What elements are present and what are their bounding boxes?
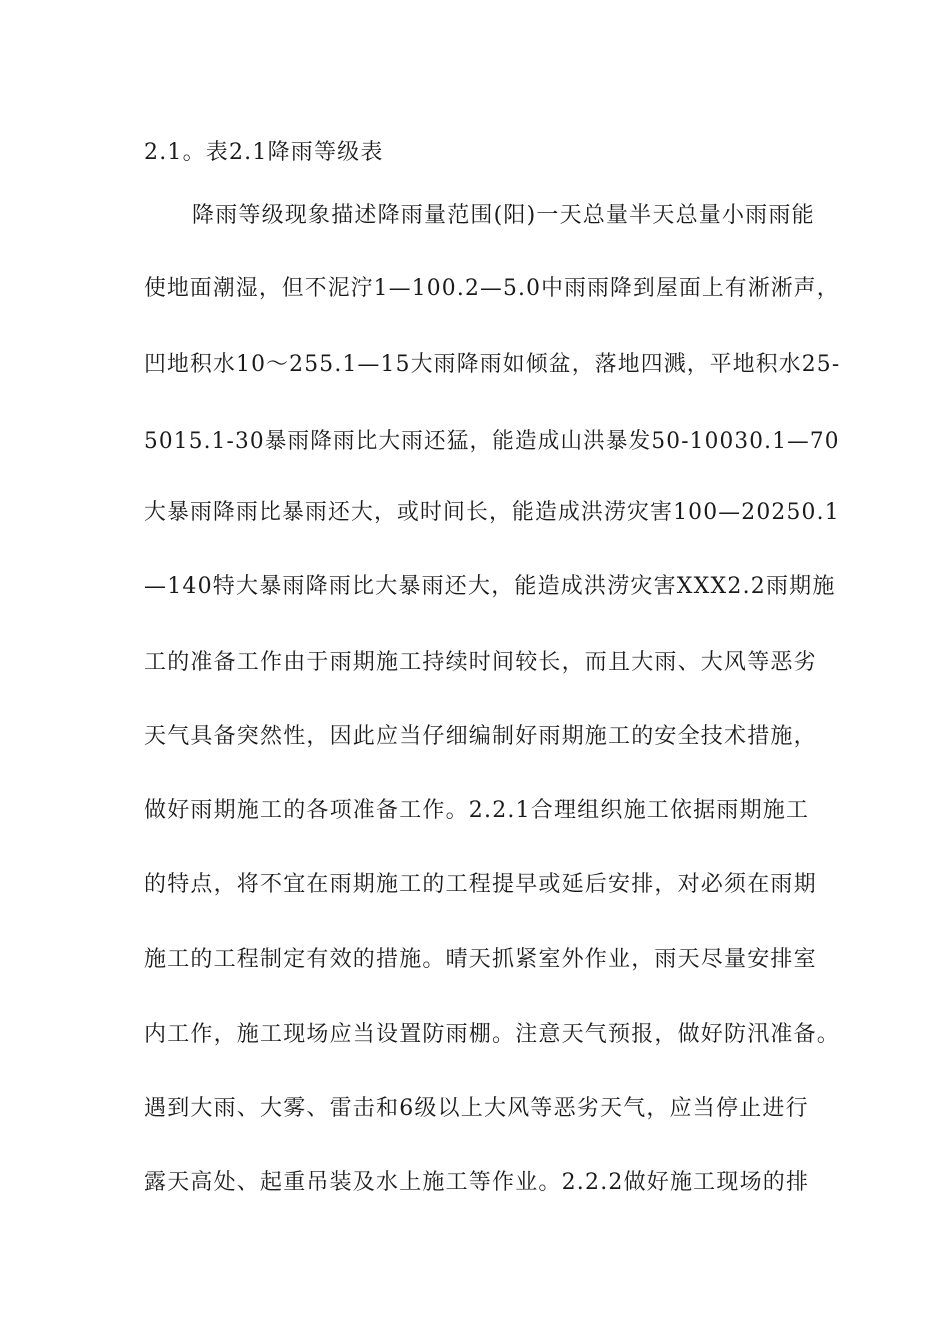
text-line: 凹地积水10～255.1—15大雨降雨如倾盆，落地四溅，平地积水25-: [144, 352, 841, 377]
text-line: 露天高处、起重吊装及水上施工等作业。2.2.2做好施工现场的排: [144, 1170, 810, 1195]
text-line: 遇到大雨、大雾、雷击和6级以上大风等恶劣天气，应当停止进行: [144, 1096, 809, 1121]
text-line: 做好雨期施工的各项准备工作。2.2.1合理组织施工依据雨期施工: [144, 798, 810, 823]
text-line: 2.1。表2.1降雨等级表: [144, 140, 384, 165]
text-line: 天气具备突然性，因此应当仔细编制好雨期施工的安全技术措施，: [144, 724, 817, 749]
text-line: 5015.1-30暴雨降雨比大雨还猛，能造成山洪暴发50-10030.1—70: [144, 429, 840, 454]
text-line: 使地面潮湿，但不泥泞1—100.2—5.0中雨雨降到屋面上有淅淅声，: [144, 276, 840, 301]
text-line: 内工作，施工现场应当设置防雨棚。注意天气预报，做好防汛准备。: [144, 1022, 841, 1047]
text-line: 降雨等级现象描述降雨量范围(阳)一天总量半天总量小雨雨能: [192, 203, 815, 228]
text-line: 工的准备工作由于雨期施工持续时间较长，而且大雨、大风等恶劣: [144, 650, 817, 675]
text-line: 大暴雨降雨比暴雨还大，或时间长，能造成洪涝灾害100—20250.1: [144, 500, 840, 525]
text-line: 的特点，将不宜在雨期施工的工程提早或延后安排，对必须在雨期: [144, 872, 817, 897]
text-line: 施工的工程制定有效的措施。晴天抓紧室外作业，雨天尽量安排室: [144, 947, 817, 972]
text-line: —140特大暴雨降雨比大暴雨还大，能造成洪涝灾害XXX2.2雨期施: [144, 574, 836, 599]
